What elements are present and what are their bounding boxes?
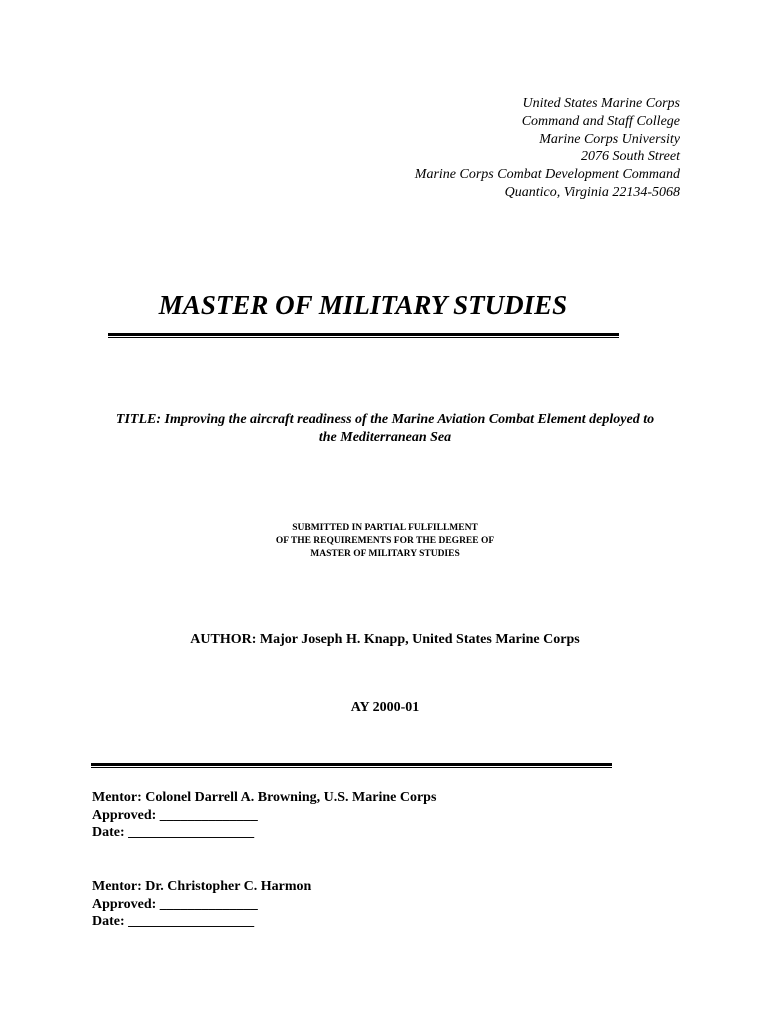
- address-line: Marine Corps University: [539, 131, 680, 147]
- double-rule-divider: [91, 763, 612, 768]
- address-line: 2076 South Street: [580, 149, 680, 165]
- institution-address: [415, 95, 680, 202]
- date-line: Date: __________________: [92, 914, 255, 929]
- address-line: Quantico, Virginia 22134-5068: [504, 184, 680, 200]
- submission-line: SUBMITTED IN PARTIAL FULFILLMENT: [292, 523, 478, 533]
- document-title: MASTER OF MILITARY STUDIES: [158, 290, 568, 320]
- approved-signature-line: Approved: ______________: [92, 807, 258, 823]
- academic-year: AY 2000-01: [350, 700, 420, 715]
- approved-signature-line: Approved: ______________: [92, 896, 258, 912]
- submission-line: OF THE REQUIREMENTS FOR THE DEGREE OF: [275, 536, 495, 546]
- address-line: United States Marine Corps: [522, 96, 680, 111]
- double-rule-divider: [108, 333, 619, 338]
- author-line: AUTHOR: Major Joseph H. Knapp, United States Marine Corps: [190, 632, 580, 647]
- thesis-title-line: the Mediterranean Sea: [318, 430, 452, 445]
- thesis-title: [80, 411, 690, 447]
- mentor-approval-block: [92, 789, 436, 842]
- thesis-title-line: TITLE: Improving the aircraft readiness of the Marine Aviation Combat Element deployed to: [115, 412, 655, 427]
- submission-line: MASTER OF MILITARY STUDIES: [310, 549, 460, 559]
- address-line: Marine Corps Combat Development Command: [414, 167, 680, 183]
- mentor-approval-block: [92, 878, 311, 931]
- address-line: Command and Staff College: [521, 113, 680, 129]
- mentor-name: Mentor: Dr. Christopher C. Harmon: [92, 879, 312, 894]
- mentor-name: Mentor: Colonel Darrell A. Browning, U.S. Marine Corps: [92, 790, 437, 805]
- date-line: Date: __________________: [92, 825, 255, 840]
- submission-statement: [235, 522, 535, 561]
